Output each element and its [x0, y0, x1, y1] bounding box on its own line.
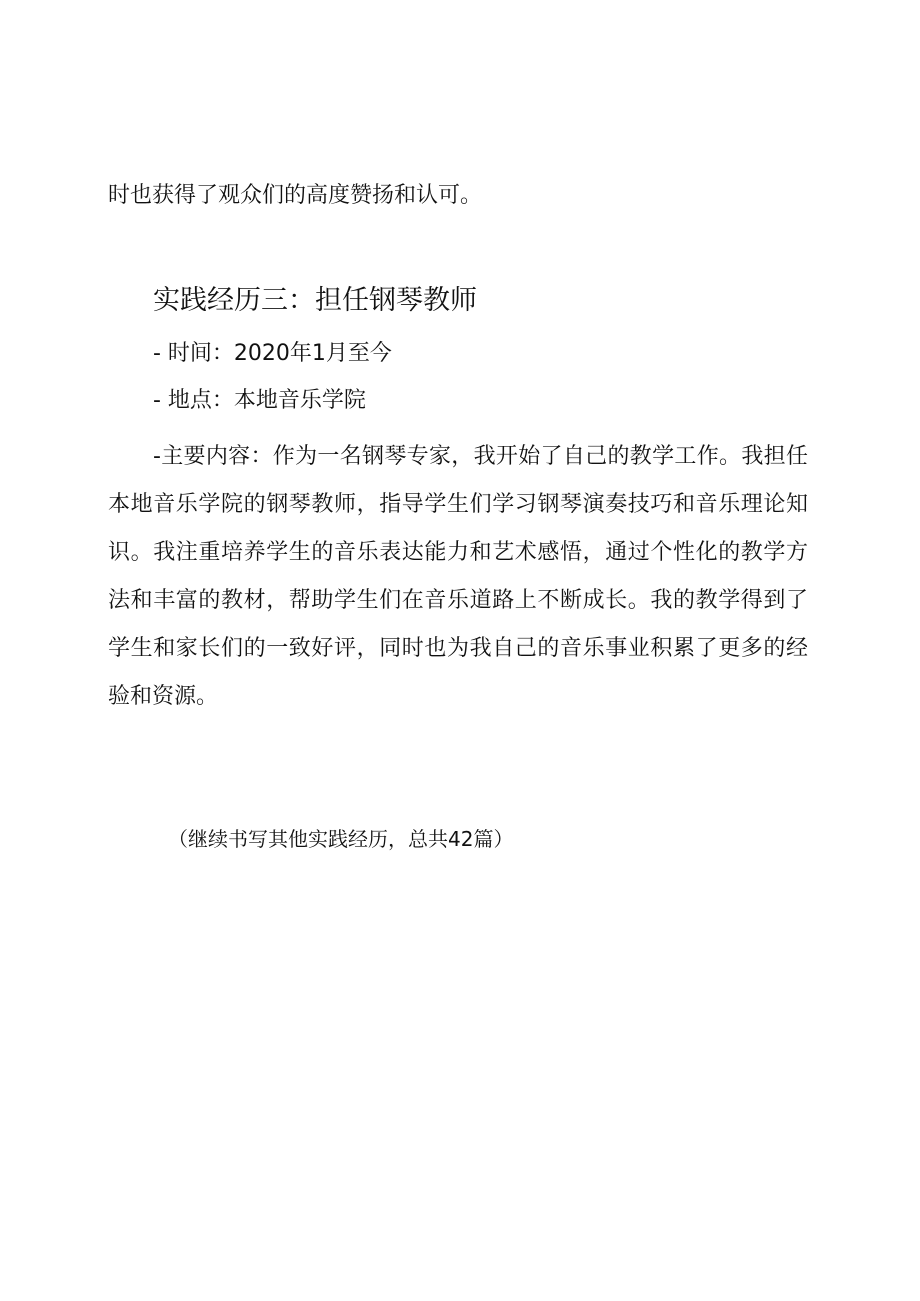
time-line: - 时间：2020年1月至今: [153, 341, 392, 366]
continuation-text: 时也获得了观众们的高度赞扬和认可。: [108, 183, 483, 208]
section-heading: 实践经历三：担任钢琴教师: [153, 285, 477, 316]
location-line: - 地点：本地音乐学院: [153, 388, 366, 413]
continuation-note: （继续书写其他实践经历，总共42篇）: [168, 827, 514, 851]
main-content-paragraph: -主要内容：作为一名钢琴专家，我开始了自己的教学工作。我担任本地音乐学院的钢琴教师，指导学生们学习钢琴演奏技巧和音乐理论知识。我注重培养学生的音乐表达能力和艺术感悟，通过个性化的教学方法和丰富的教材，帮助学生们在音乐道路上不断成长。我的教学得到了学生和家长们的一致好评，同时也为我自己的音乐事业积累了更多的经验和资源。: [108, 444, 808, 709]
